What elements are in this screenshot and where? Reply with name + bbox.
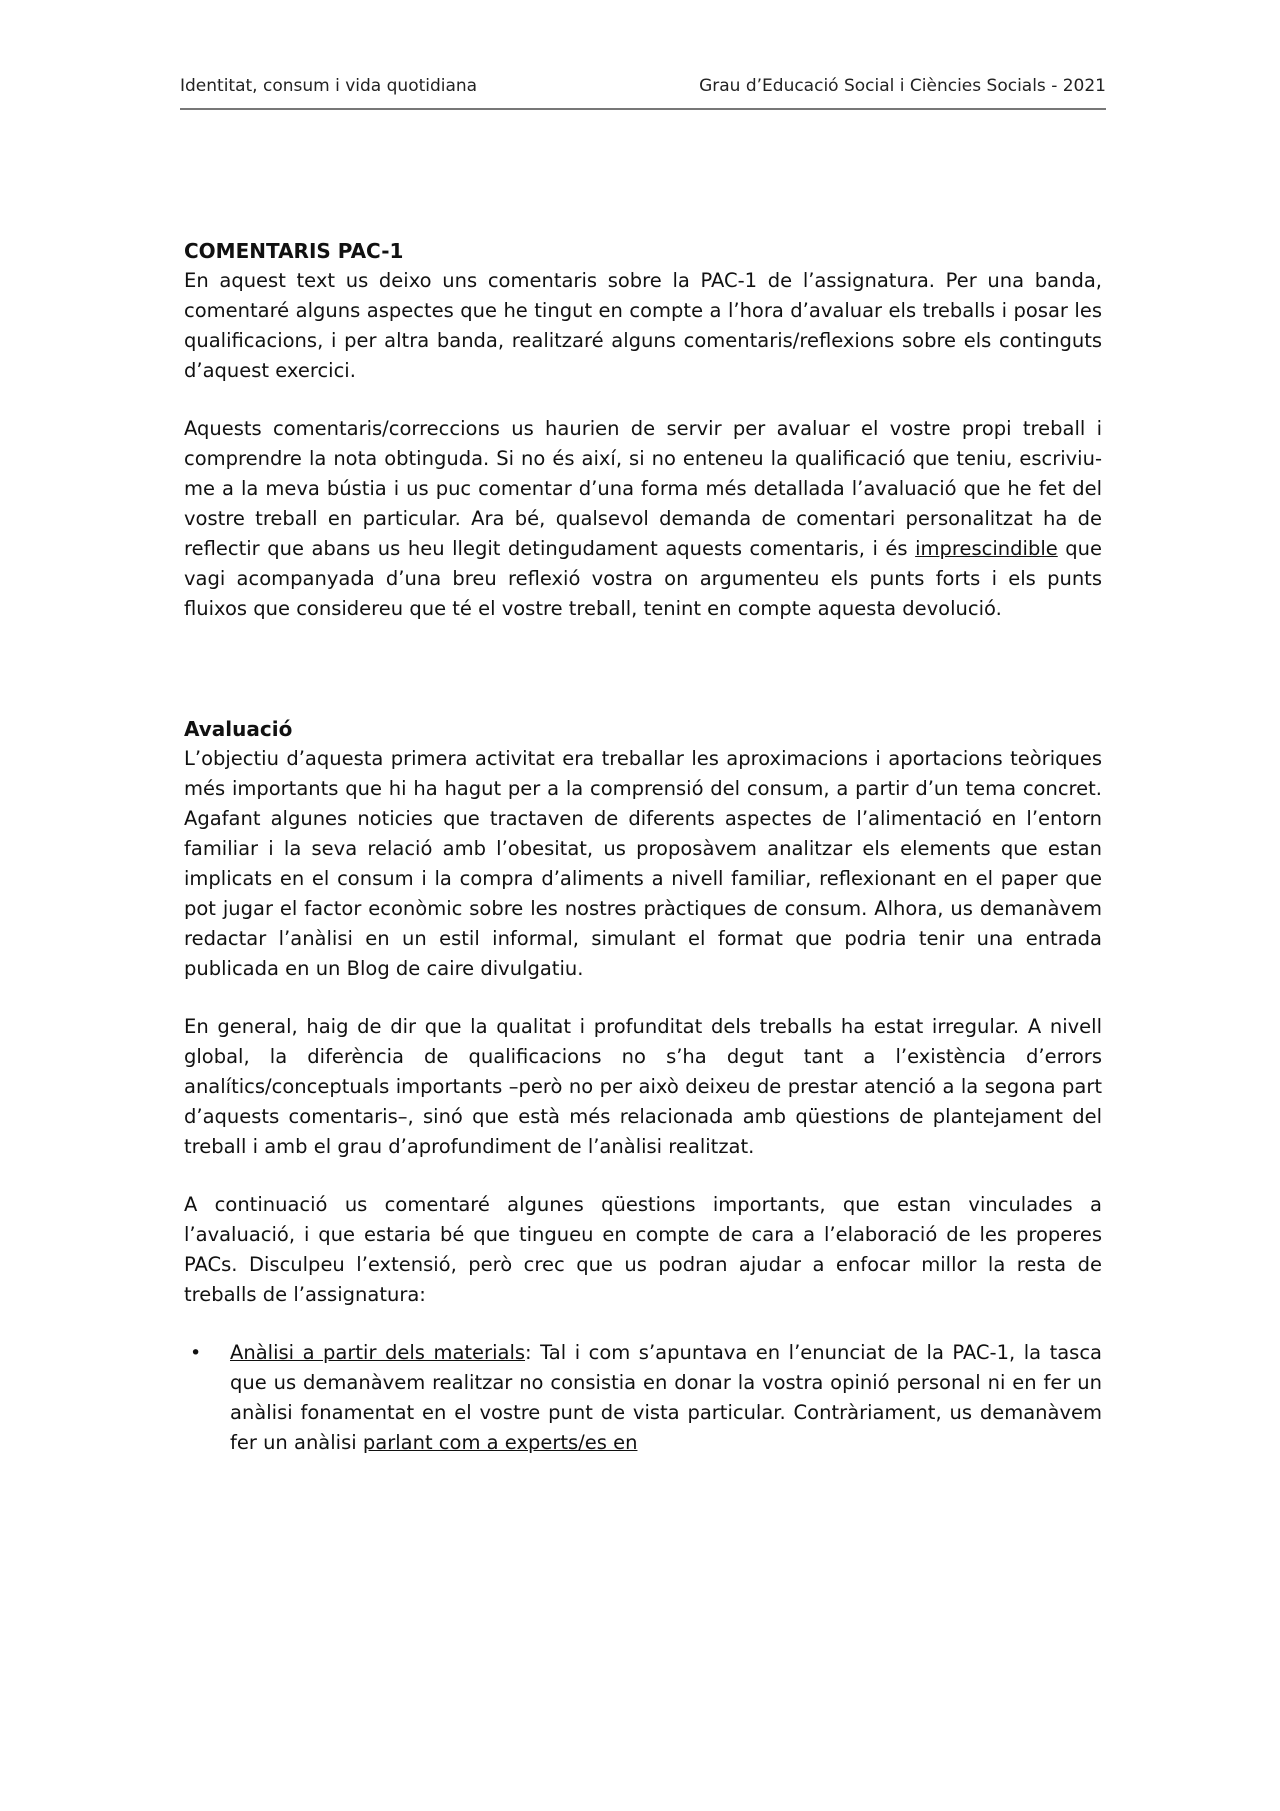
bullet-icon: • [190,1342,202,1364]
bullet-underlined-phrase: parlant com a experts/es en [362,1431,638,1454]
section-heading-avaluacio: Avaluació [184,717,293,741]
section-paragraph-3: A continuació us comentaré algunes qüestions importants, que estan vinculades a l’avaluació, i que estaria bé que tingueu en compte de cara a l’elaboració de les properes PACs. Disculpeu l’extensió, però crec que us podran ajudar a enfocar millor la resta de treballs de l’assignatura: [184,1193,1102,1306]
list-item [184,1338,1102,1458]
emphasis-imprescindible: imprescindible [915,537,1058,560]
bullet-label: Anàlisi a partir dels materials [230,1341,526,1364]
intro-p2-text-end: que vagi acompanyada d’una breu reflexió vostra on argumenteu els punts forts i els punts fluixos que considereu que té el vostre treball, tenint en compte aquesta devolució. [184,537,1103,620]
header-course-title: Identitat, consum i vida quotidiana [180,76,478,96]
bullet-text: : Tal i com s’apuntava en l’enunciat de la PAC-1, la tasca que us demanàvem realitzar no consistia en donar la vostra opinió personal ni en fer un anàlisi fonamentat en el vostre punt de vista particular. Contràriament, us demanàvem fer un anàlisi [230,1341,1103,1454]
bullet-list [184,1338,1102,1458]
header-degree-year: Grau d’Educació Social i Ciències Socials - 2021 [699,76,1106,96]
page-header [180,76,1106,110]
section-paragraph-1: L’objectiu d’aquesta primera activitat era treballar les aproximacions i aportacions teòriques més importants que hi ha hagut per a la comprensió del consum, a partir d’un tema concret. Agafant algunes noticies que tractaven de diferents aspectes de l’alimentació en l’entorn familiar i la seva relació amb l’obesitat, us proposàvem analitzar els elements que estan implicats en el consum i la compra d’aliments a nivell familiar, reflexionant en el paper que pot jugar el factor econòmic sobre les nostres pràctiques de consum. Alhora, us demanàvem redactar l’anàlisi en un estil informal, simulant el format que podria tenir una entrada publicada en un Blog de caire divulgatiu. [184,747,1102,980]
intro-paragraph-2 [184,414,1102,624]
intro-paragraph-1: En aquest text us deixo uns comentaris sobre la PAC-1 de l’assignatura. Per una banda, comentaré alguns aspectes que he tingut en compte a l’hora d’avaluar els treballs i posar les qualificacions, i per altra banda, realitzaré alguns comentaris/reflexions sobre els continguts d’aquest exercici. [184,269,1102,382]
document-title: COMENTARIS PAC-1 [184,239,404,263]
intro-p2-text-start: Aquests comentaris/correccions us haurien de servir per avaluar el vostre propi treball i comprendre la nota obtinguda. Si no és així, si no enteneu la qualificació que teniu, escriviu-me a la meva bústia i us puc comentar d’una forma més detallada l’avaluació que he fet del vostre treball en particular. Ara bé, qualsevol demanda de comentari personalitzat ha de reflectir que abans us heu llegit detingudament aquests comentaris, i és [184,417,1102,560]
section-paragraph-2: En general, haig de dir que la qualitat i profunditat dels treballs ha estat irregular. A nivell global, la diferència de qualificacions no s’ha degut tant a l’existència d’errors analítics/conceptuals importants –però no per això deixeu de prestar atenció a la segona part d’aquests comentaris–, sinó que està més relacionada amb qüestions de plantejament del treball i amb el grau d’aprofundiment de l’anàlisi realitzat. [184,1015,1102,1158]
document-body [184,236,1102,1458]
